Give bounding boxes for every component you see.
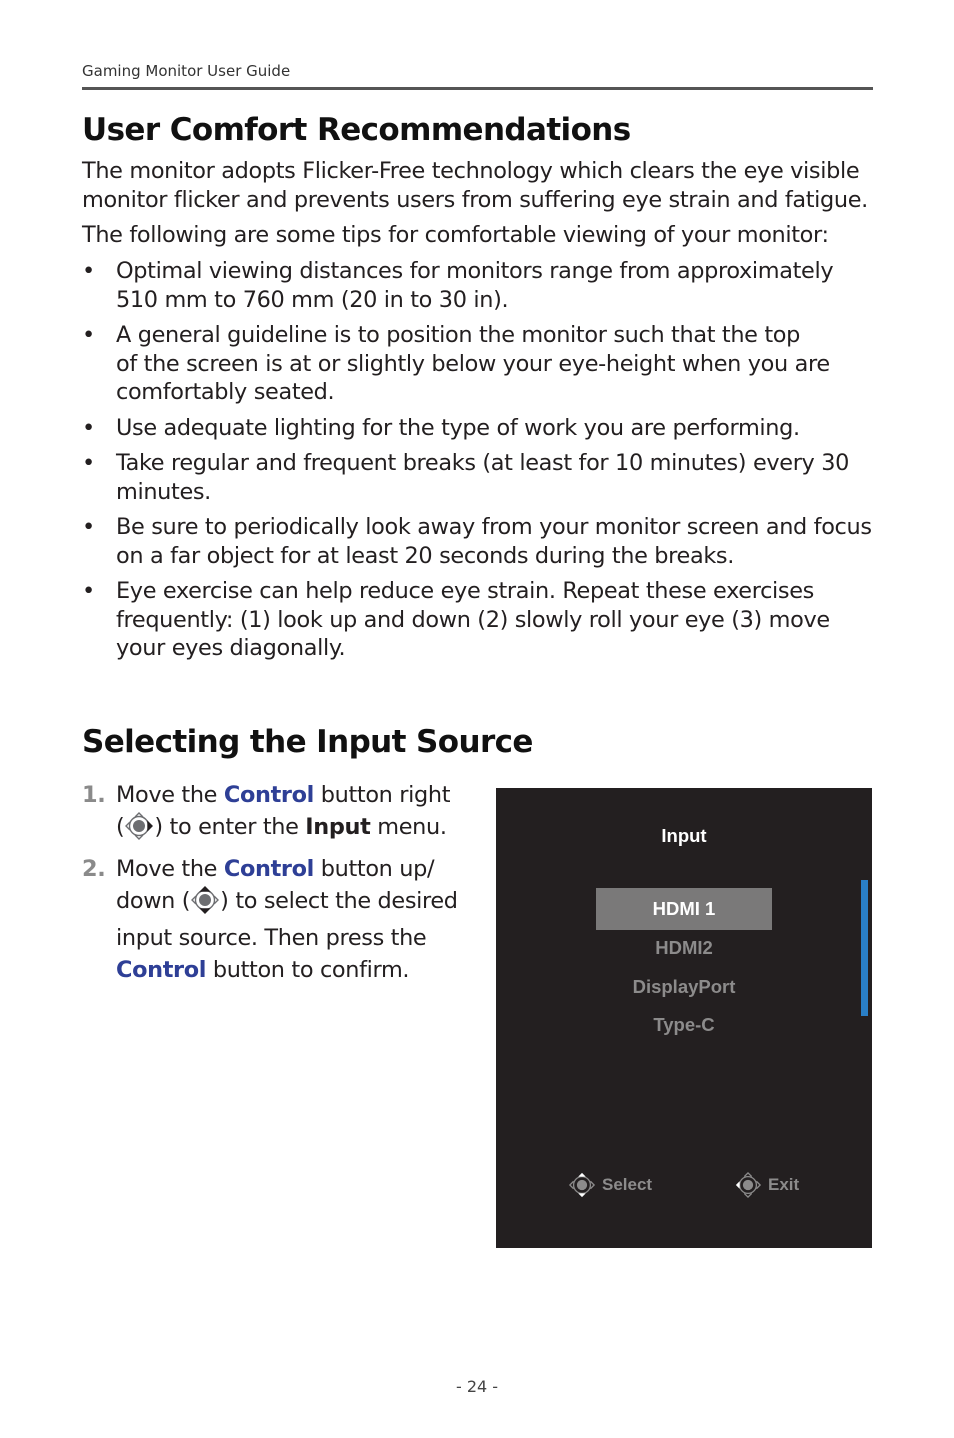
comfort-section-title: User Comfort Recommendations [82, 112, 631, 148]
osd-item-hdmi2[interactable]: HDMI2 [655, 937, 713, 958]
control-keyword: Control [116, 956, 207, 983]
osd-input-menu [496, 788, 872, 1248]
osd-item-typec[interactable]: Type-C [653, 1014, 715, 1035]
bullet-marker: • [82, 578, 95, 604]
tip-text: on a far object for at least 20 seconds during the breaks. [116, 542, 735, 569]
joystick-updown-icon [568, 1171, 596, 1199]
osd-footer-select [568, 1171, 652, 1199]
input-source-section-title: Selecting the Input Source [82, 724, 533, 760]
intro-line-1: The monitor adopts Flicker-Free technology which clears the eye visible [82, 158, 860, 184]
tip-text: Use adequate lighting for the type of work you are performing. [116, 414, 800, 441]
joystick-left-icon [734, 1171, 762, 1199]
comfort-tips-list [82, 257, 882, 670]
input-keyword: Input [305, 813, 371, 840]
osd-footer-select-label: Select [602, 1175, 653, 1194]
bullet-marker: • [82, 450, 95, 476]
list-item [82, 577, 882, 663]
step-text: input source. Then press the [116, 925, 427, 951]
tip-text: 510 mm to 760 mm (20 in to 30 in). [116, 286, 509, 313]
list-item [82, 321, 882, 407]
tip-text: A general guideline is to position the monitor such that the top [116, 322, 800, 348]
tip-text: Optimal viewing distances for monitors range from approximately [116, 258, 834, 284]
step-text: ) to enter the [154, 813, 306, 840]
input-source-steps [82, 780, 482, 991]
osd-item-hdmi1[interactable]: HDMI 1 [596, 888, 772, 930]
step-text: Move the [116, 856, 224, 882]
list-item [82, 513, 882, 570]
step-text: button to confirm. [206, 956, 410, 983]
tip-text: Take regular and frequent breaks (at least for 10 minutes) every 30 [116, 450, 850, 476]
tip-text: comfortably seated. [116, 379, 335, 405]
bullet-marker: • [82, 514, 95, 540]
osd-item-displayport[interactable]: DisplayPort [632, 976, 736, 997]
tip-text: Be sure to periodically look away from your monitor screen and focus [116, 514, 872, 540]
list-item [82, 257, 882, 314]
osd-footer-exit [734, 1171, 799, 1199]
bullet-marker: • [82, 258, 95, 284]
tip-text: of the screen is at or slightly below your eye-height when you are [116, 350, 830, 377]
osd-footer-exit-label: Exit [768, 1175, 800, 1194]
step-number: 1. [82, 782, 106, 808]
header-rule [82, 87, 873, 90]
step-text: Move the [116, 782, 224, 808]
joystick-right-icon [124, 812, 154, 850]
control-keyword: Control [223, 782, 314, 808]
osd-scrollbar[interactable] [861, 880, 868, 1016]
list-item [82, 449, 882, 506]
osd-title: Input [661, 825, 707, 846]
page-number: - 24 - [455, 1377, 499, 1396]
comfort-lead: The following are some tips for comfortable viewing of your monitor: [82, 222, 829, 248]
tip-text: Eye exercise can help reduce eye strain. Repeat these exercises [116, 578, 814, 604]
step-text: button up/ [313, 856, 435, 882]
step-number: 2. [82, 856, 106, 882]
comfort-intro [82, 157, 882, 215]
control-keyword: Control [223, 856, 314, 882]
tip-text: minutes. [116, 478, 211, 505]
step-text: ) to select the desired [220, 887, 458, 914]
step-text: down ( [116, 887, 191, 914]
intro-line-2: monitor flicker and prevents users from suffering eye strain and fatigue. [82, 187, 868, 213]
tip-text: your eyes diagonally. [116, 635, 346, 661]
list-item [82, 414, 882, 443]
bullet-marker: • [82, 322, 95, 348]
bullet-marker: • [82, 414, 95, 441]
running-header: Gaming Monitor User Guide [82, 62, 291, 80]
step-text: ( [116, 813, 125, 840]
step-item [82, 854, 482, 986]
step-item [82, 780, 482, 849]
tip-text: frequently: (1) look up and down (2) slowly roll your eye (3) move [116, 606, 830, 633]
step-text: menu. [370, 813, 447, 840]
joystick-updown-icon [190, 886, 220, 924]
step-text: button right [313, 782, 451, 808]
